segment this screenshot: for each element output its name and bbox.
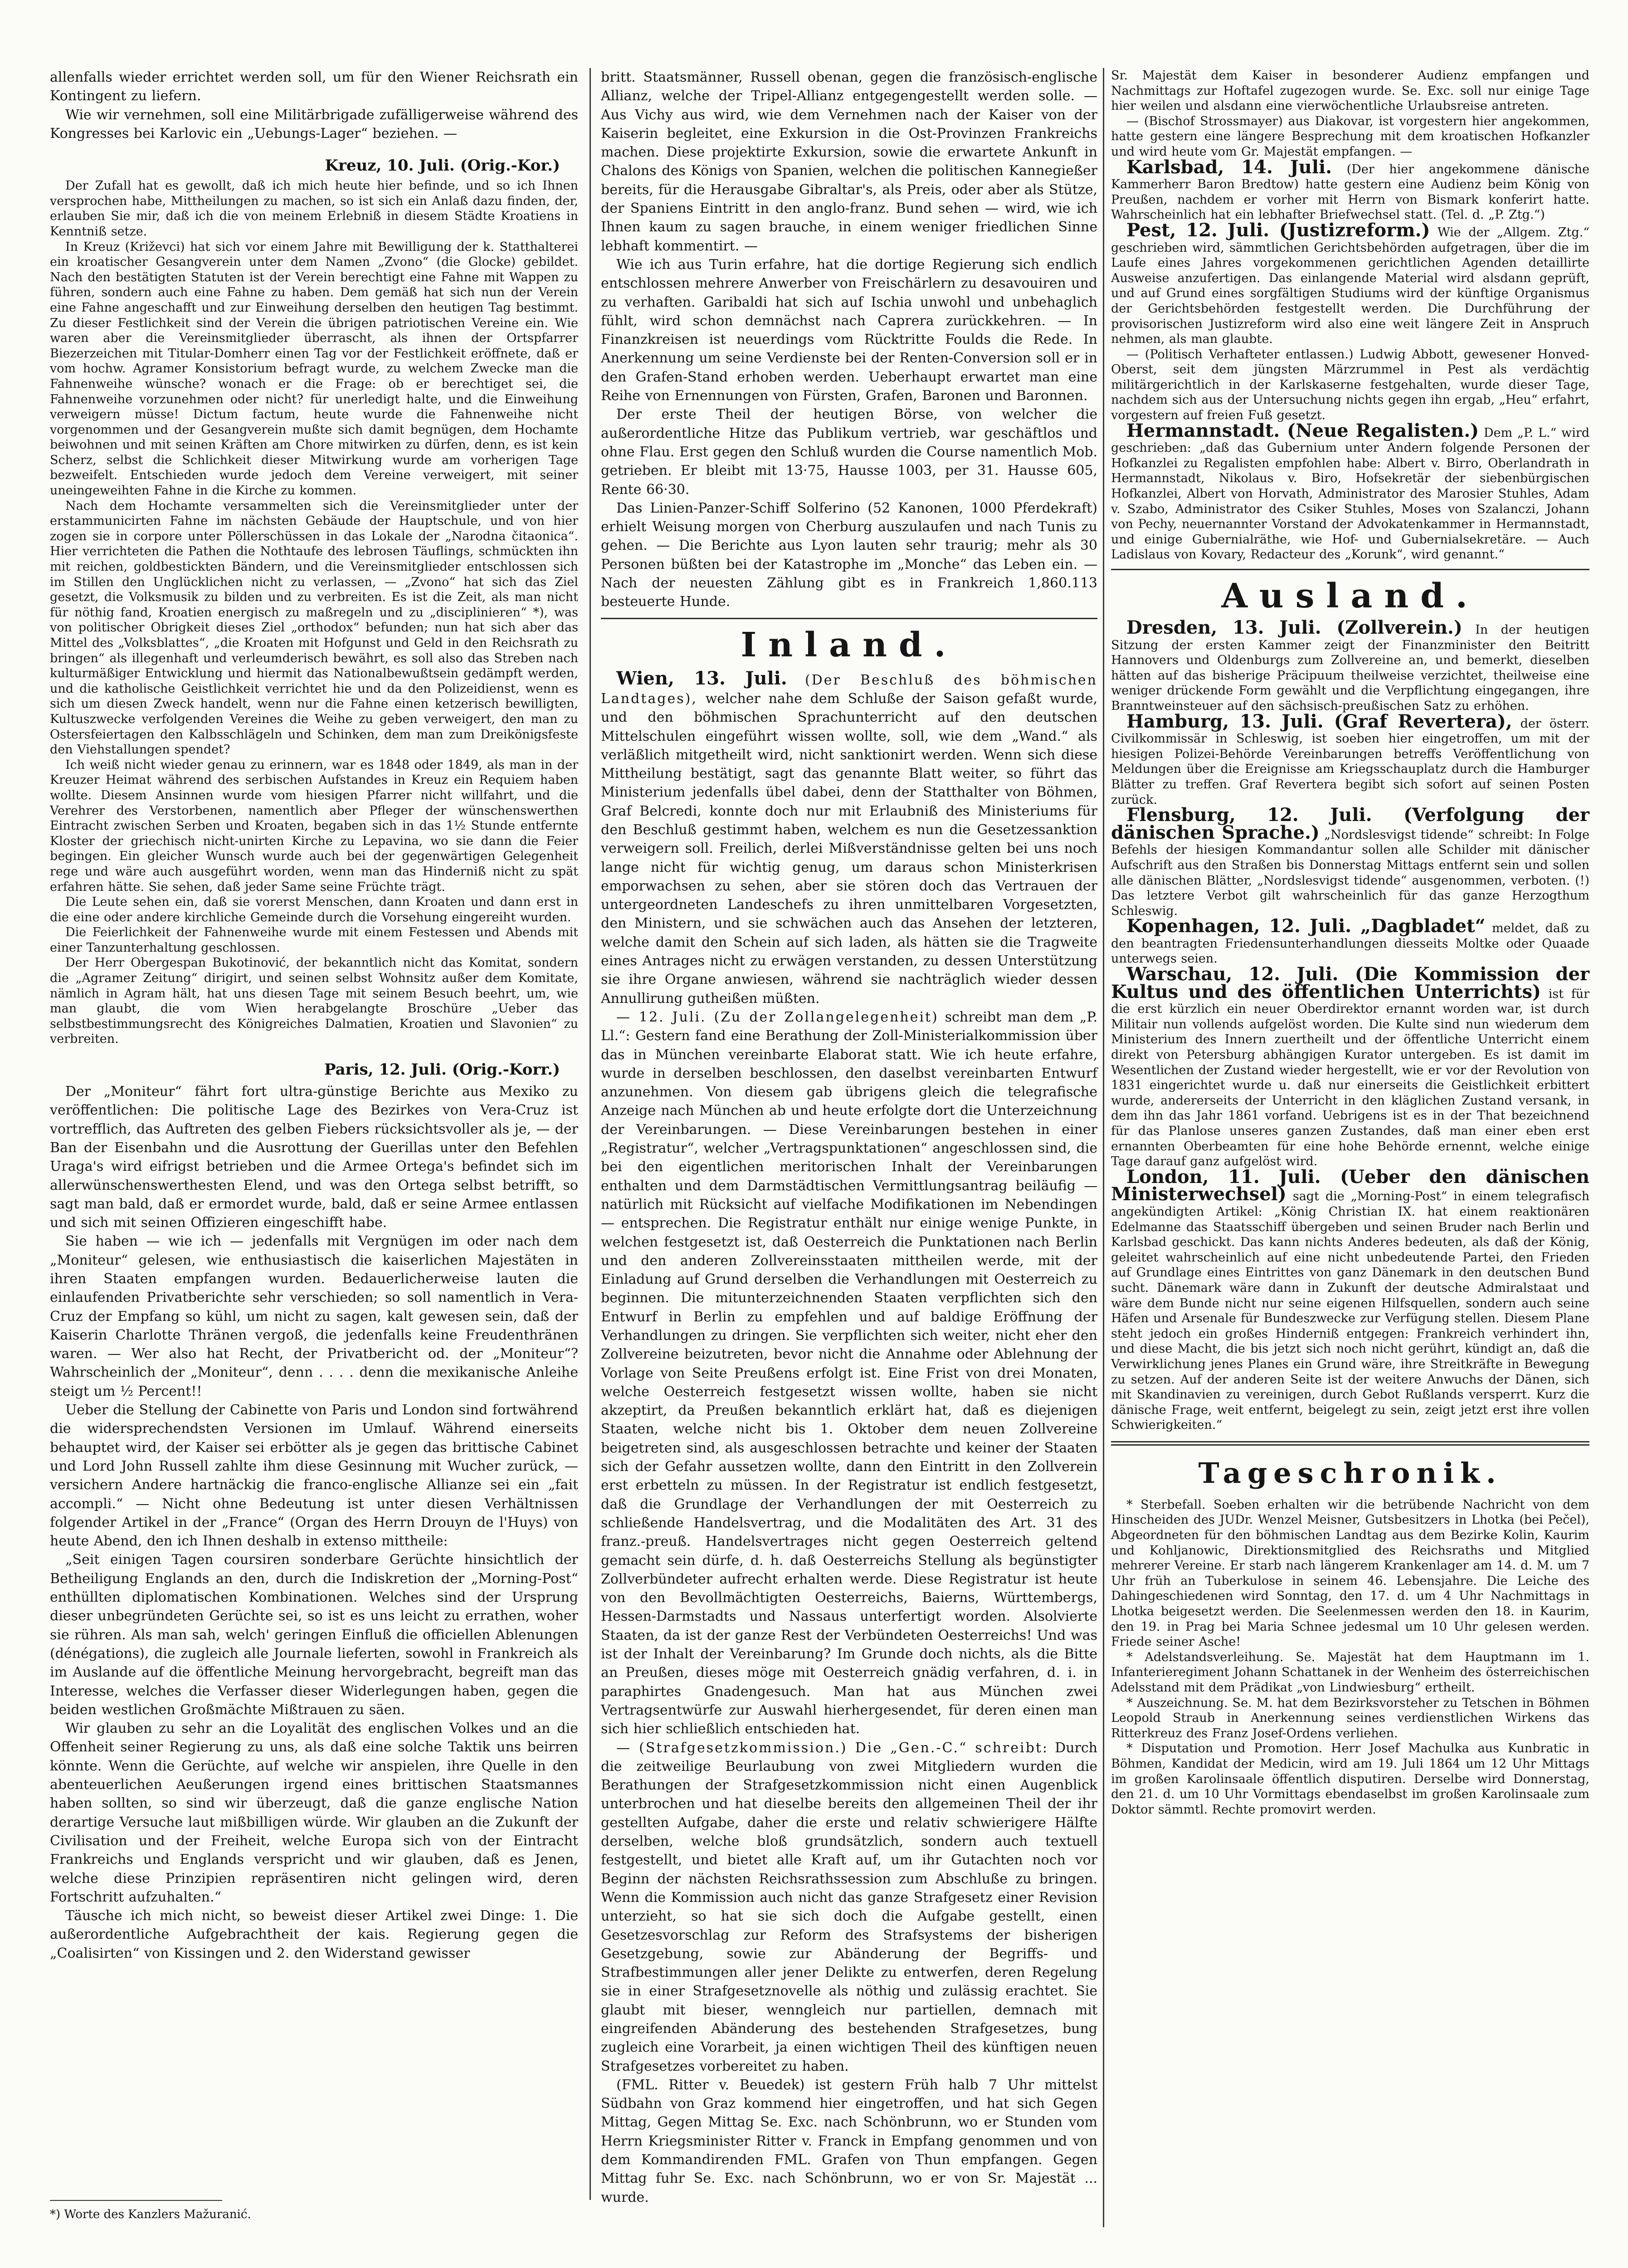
dateline-kreuz: Kreuz, 10. Juli. (Orig.-Kor.) — [325, 156, 560, 175]
article-paragraph: Wir glauben zu sehr an die Loyalität des englischen Volkes und an die Offenheit seiner Regierung zu uns, als daß eine solche Taktik uns beirren könnte. Wenn die Gerüchte, auf welche wir anspielen, ihre Quelle in den abenteuerlichen Aeußerungen irgend eines brittischen Staatsmannes haben sollten, so sind wir überzeugt, daß die ganze englische Nation derartige Versuche laut mißbilligen würde. Wir glauben an die Zukunft der Civilisation und der Freiheit, welche Europa sich von der Eintracht Frankreichs und Englands verspricht und wir glauben, daß es Jenen, welche diese Prinzipien repräsentiren nicht gelingen wird, deren Fortschritt aufzuhalten.“ — [50, 1721, 578, 1905]
article-paragraph: Sr. Majestät dem Kaiser in besonderer Audienz empfangen und Nachmittags zur Hoftafel zugezogen wurde. Se. Exc. soll nur einige Tage hier weilen und alsdann eine vierwöchentliche Urlaubsreise antreten. — [1111, 68, 1589, 113]
dateline-karlsbad: Karlsbad, 14. Juli. — [1126, 156, 1332, 178]
article-paragraph — [1111, 156, 1589, 223]
article-body: der österr. Civilkommissär in Schleswig, ist soeben hier eingetroffen, um mit der hiesigen Polizei-Behörde Vereinbarungen betreffs Veröffentlichung von Meldungen über die Ereignisse am Kriegsschauplatz durch die Hamburger Blätter zu treffen. Graf Revertera begibt sich sofort auf seinen Posten zurück. — [1111, 716, 1590, 807]
article-paragraph: allenfalls wieder errichtet werden soll, um für den Wiener Reichsrath ein Kontingent zu liefern. — [50, 69, 578, 104]
article-paragraph — [1111, 420, 1589, 562]
article-paragraph: * Disputation und Promotion. Herr Josef Machulka aus Kunbratic in Böhmen, Kandidat der Medicin, wird am 19. Juli 1864 um 12 Uhr Mittags im großen Karolinsaale öffentlich disputiren. Derselbe wird Donnerstag, den 21. d. um 10 Uhr Vormittags ebendaselbst im großen Karolinsaale zum Doktor sämmtl. Rechte promovirt werden. — [1111, 1741, 1589, 1817]
article-paragraph — [1111, 915, 1590, 967]
dateline-hamburg: Hamburg, 13. Juli. (Graf Revertera), — [1126, 710, 1512, 732]
article-paragraph — [1111, 963, 1589, 1169]
dateline-hermannstadt: Hermannstadt. (Neue Regalisten.) — [1126, 420, 1479, 441]
article-paragraph: — (Bischof Strossmayer) aus Diakovar, ist vorgestern hier angekommen, hatte gestern eine längere Besprechung mit dem kroatischen Hofkanzler und wird heute vom Gr. Majestät empfangen. — — [1111, 114, 1589, 159]
article-paragraph — [601, 1739, 1097, 2076]
column-left — [50, 68, 578, 2200]
article-paragraph — [1111, 804, 1589, 919]
section-rule — [601, 618, 1097, 619]
article-paragraph — [1111, 1166, 1589, 1433]
article-paragraph — [1111, 710, 1590, 808]
article-paragraph: Der Herr Obergespan Bukotinović, der bekanntlich nicht das Komitat, sondern die „Agramer Zeitung“ dirigirt, und seinen selbst Wohnsitz außer dem Komitate, nämlich in Agram hält, hat uns diesen Tage mit seinem Besuch beehrt, um, wie man glaubt, die vom Wien herabgelangte Broschüre „Ueber das selbstbestimmungsrecht des Königreiches Dalmatien, Kroatien und Slavonien“ zu verbreiten. — [50, 956, 578, 1046]
article-subject: (Der Beschluß des böhmischen Landtages), — [601, 672, 1097, 707]
article-body: In der heutigen Sitzung der ersten Kammer zeigt der Finanzminister den Beitritt Hannovers und Oldenburgs zum Zollvereine an, und bemerkt, dieselben hätten auf das bisherige Präcipuum theilweise verzichtet, theilweise eine weniger drückende Form gewählt und die Verpflichtung eingegangen, ihre Branntweinsteuer auf den sächsisch-preußischen Satz zu erhöhen. — [1111, 623, 1589, 713]
article-paragraph: Wie wir vernehmen, soll eine Militärbrigade zufälligerweise während des Kongresses bei Karlovic ein „Uebungs-Lager“ beziehen. — — [50, 107, 578, 142]
dateline-dresden: Dresden, 13. Juli. (Zollverein.) — [1126, 617, 1462, 638]
article-body: Dem „P. L.“ wird geschrieben: „daß das Gubernium unter Andern folgende Personen der Hofkanzlei zu Regalisten empfohlen habe: Albert v. Birro, Oberlandrath in Hermannstadt, Nikolaus v. Biro, Hofsekretär der siebenbürgischen Hofkanzlei, Albert von Horvath, Administrator des Marosier Stuhles, Adam v. Szabo, Administrator des Csiker Stuhles, Moses von Szalanczi, Johann von Pechy, neuernannter Vorstand der Advokatenkammer in Hermannstadt, und einige Gubernialräthe, wie Hof- und Gubernialsekretäre. — Auch Ladislaus von Kovary, Redacteur des „Korunk“, wird genannt.“ — [1111, 425, 1589, 562]
article-paragraph: Der „Moniteur“ fährt fort ultra-günstige Berichte aus Mexiko zu veröffentlichen: Die politische Lage des Bezirkes von Vera-Cruz ist vortrefflich, das Auftreten des gelben Fiebers rücksichtsvoller als je, — der Ban der Eisenbahn und die Ausrottung der Guerillas unter den Befehlen Uraga's wird eifrigst betrieben und die Armee Ortega's befindet sich im allerwünschenswerthesten Elend, und was den Ortega selbst betrifft, so sagt man bald, daß er ermordet wurde, bald, daß er seine Armee entlassen und sich mit seinen Offizieren eingeschifft habe. — [50, 1084, 578, 1231]
section-rule — [1111, 1441, 1589, 1446]
section-title-tageschronik: Tageschronik. — [1198, 1456, 1502, 1490]
article-paragraph: „Seit einigen Tagen coursiren sonderbare Gerüchte hinsichtlich der Betheiligung Englands an den, durch die Indiskretion der „Morning-Post“ enthüllten diplomatischen Kombinationen. Welches sind der Ursprung dieser unbegründeten Gerüchte sei, so ist es uns leicht zu errathen, woher sie rühren. Als man sah, welch' geringen Einfluß die officiellen Ablenungen (dénégations), die zugleich alle Journale lieferten, sowohl in Frankreich als im Auslande auf die öffentliche Meinung hervorgebracht, begreift man das Interesse, welches die Verfasser dieser Widerlegungen haben, gegen die beiden westlichen Großmächte Mißtrauen zu säen. — [50, 1552, 578, 1718]
article-subject: — 12. Juli. (Zu der Zollangelegenheit) — [616, 1009, 939, 1025]
article-body: Durch die zeitweilige Beurlaubung von zwei Mitgliedern wurden die Berathungen der Strafgesetzkommission nicht einen Augenblick unterbrochen und hat dieselbe bereits den allgemeinen Theil der ihr gestellten Aufgabe, daher die erste und relativ schwierigere Hälfte derselben, welche bloß grundsätzlich, sondern auch textuell festgestellt, und bietet alle Kraft auf, um ihr Gutachten noch vor Beginn der nächsten Reichsrathssession zum Abschluße zu bringen. Wenn die Kommission auch nicht das ganze Strafgesetz einer Revision unterzieht, so hat sie sich doch die Aufgabe gestellt, einen Gesetzesvorschlag zur Reform des Strafsystems der bisherigen Gesetzgebung, sowie zur Abänderung der Begriffs- und Strafbestimmungen aller jener Delikte zu entwerfen, deren Regelung sie in einer Strafgesetznovelle als nöthig und zulässig erachtet. Sie glaubt mit bieser, wenngleich nur partiellen, demnach mit eingreifenden Abänderung des bestehenden Strafgesetzes, bung zugleich eine Vorarbeit, ja einen wichtigen Theil des künftigen neuen Strafgesetzes vorbereitet zu haben. — [601, 1740, 1097, 2074]
article-paragraph: — (Politisch Verhafteter entlassen.) Ludwig Abbott, gewesener Honved-Oberst, seit dem jüngsten Märzrummel in Pest als verdächtig militärgerichtlich in der Karlskaserne festgehalten, wurde dieser Tage, nachdem sich aus der Untersuchung nichts gegen ihn ergab, „Heu“ erfahrt, vorgestern auf freien Fuß gesetzt. — [1111, 347, 1589, 423]
article-body: Wie der „Allgem. Ztg.“ geschrieben wird, sämmtlichen Gerichtsbehörden aufgetragen, über die im Laufe eines Jahres vorgekommenen gerichtlichen Agenden detaillirte Ausweise anzufertigen. Das einlangende Material wird alsdann geprüft, und auf Grund eines sorgfältigen Studiums wird der künftige Organismus der Gerichtsbehörden festgestellt werden. Die Durchführung der provisorischen Justizreform wird also eine weit längere Zeit in Anspruch nehmen, als man glaubte. — [1111, 225, 1589, 347]
column-rule — [1103, 68, 1104, 2227]
dateline-london: London, 11. Juli. (Ueber den dänischen Ministerwechsel) — [1111, 1166, 1589, 1205]
article-subject: — (Strafgesetzkommission.) Die „Gen.-C.“ schreibt: — [616, 1740, 1048, 1756]
dateline-warschau: Warschau, 12. Juli. (Die Kommission der Kultus und des öffentlichen Unterrichts) — [1111, 963, 1589, 1002]
article-paragraph: Nach dem Hochamte versammelten sich die Vereinsmitglieder unter der erstammunicirten Fahne im nächsten Gebäude der Hauptschule, und von hier zogen sie in corpore unter Pöllerschüssen in das Lokale der „Narodna čitaonica“. Hier verrichteten die Pathen die Nothtaufe des lebrosen Täuflings, schmückten ihn mit reichen, goldbestickten Bändern, und die Vereinsmitglieder entschlossen sich im Stillen den Unglücklichen nicht zu verlassen, — „Zvono“ hat sich das Ziel gesetzt, die Volksmusik zu bilden und zu verbreiten. Es ist die Zeit, als man nicht für nöthig fand, Kroatien energisch zu maßregeln und zu „disciplinieren“ *), was von politischer Obrigkeit dieses Ziel „orthodox“ befunden; nun hat sich aber das Mittel des „Volksblattes“, „die Kroaten mit Hofgunst und Geld in den Reichsrath zu bringen“ als illegenhaft und verleumderisch bewährt, es soll also das Streben nach kulturmäßiger Entwicklung und hiermit das Nationalbewußtsein gedämpft werden, und die katholische Geistlichkeit verrichtet hie und da den Polizeidienst, wenn es sich um diesen Zweck handelt, wenn nur die Fahne einen ketzerisch bewilligten, Kultuszwecke verfolgenden Vereines die Weihe zu geben verweigert, den man zu Ostersfeiertagen den Kalbsschlägeln und Schinken, dem man zum Dreikönigsfeste den Viehstallungen spendet? — [50, 499, 578, 757]
dateline-flensburg: Flensburg, 12. Juli. (Verfolgung der dänischen Sprache.) — [1111, 804, 1589, 843]
article-body: ist für die erst kürzlich ein neuer Oberdirektor ernannt worden war, ist durch Militair nun vollends aufgelöst worden. Die Kulte sind nun wiederum dem Ministerium des Innern zuertheilt und der öffentliche Unterricht einem direkt von Petersburg abhängigen Kurator untergeben. Es ist damit im Wesentlichen der Zustand wieder hergestellt, wie er vor der Revolution von 1831 eingerichtet wurde u. daß nur einerseits die Geistlichkeit erbittert wurde, andererseits der Unterricht in den kläglichen Zustand versank, in dem ihn das Jahr 1861 vorfand. Uebrigens ist es in der That bezeichnend für das Planlose unseres ganzen Zustandes, daß man einer eben erst ernannten Oberbeamten für eine hohe Behörde ernennt, welche einige Tage darauf ganz aufgelöst wird. — [1111, 987, 1589, 1169]
article-paragraph: * Auszeichnung. Se. M. hat dem Bezirksvorsteher zu Tetschen in Böhmen Leopold Straub in Anerkennung seines verdienstlichen Wirkens das Ritterkreuz des Franz Josef-Ordens verliehen. — [1111, 1696, 1589, 1740]
section-title-inland: Inland. — [741, 625, 958, 665]
footnote-rule — [50, 2200, 222, 2201]
footnote: *) Worte des Kanzlers Mažuranić. — [50, 2208, 251, 2221]
article-paragraph — [1111, 617, 1589, 714]
dateline-wien: Wien, 13. Juli. — [616, 667, 787, 689]
dateline-paris: Paris, 12. Juli. (Orig.-Korr.) — [324, 1061, 560, 1079]
article-body: meldet, daß zu den beantragten Friedensunterhandlungen diesseits Moltke oder Quaade unterwegs seien. — [1111, 921, 1590, 966]
dateline-kopenhagen: Kopenhagen, 12. Juli. „Dagbladet“ — [1126, 915, 1486, 937]
article-paragraph: Wie ich aus Turin erfahre, hat die dortige Regierung sich endlich entschlossen mehrere Anwerber von Freischärlern zu desavouiren und zu verhaften. Garibaldi hat sich auf Ischia unwohl und unbehaglich fühlt, wird schon demnächst nach Caprera zurückkehren. — In Finanzkreisen ist neuerdings vom Rücktritte Foulds die Rede. In Anerkennung um seine Verdienste bei der Renten-Conversion soll er in den Grafen-Stand erhoben werden. Ueberhaupt erwartet man eine Reihe von Ernennungen von Fürsten, Grafen, Baronen und Baronnen. — [601, 256, 1097, 404]
article-paragraph — [1111, 219, 1589, 347]
article-body: (Der hier angekommene dänische Kammerherr Baron Bredtow) hatte gestern eine Audienz beim König von Preußen, nachdem er vorher mit Herrn von Bismark konferirt hatte. Wahrscheinlich hat ein lebhafter Briefwechsel statt. (Tel. d. „P. Ztg.“) — [1111, 162, 1589, 222]
article-paragraph: Ueber die Stellung der Cabinette von Paris und London sind fortwährend die widersprechendsten Versionen im Umlauf. Während einerseits behauptet wird, der Kaiser sei erbötter als je gegen das brittische Cabinet und Lord John Russell zahlte ihm diese Gesinnung mit Wucher zurück, — versichern Andere hartnäckig die franco-englische Allianze sei ein „fait accompli.“ — Nicht ohne Bedeutung ist unter diesen Verhältnissen folgender Artikel in der „France“ (Organ des Herrn Drouyn de l'Huys) von heute Abend, den ich Ihnen deshalb in extenso mittheile: — [50, 1402, 578, 1549]
article-paragraph: Täusche ich mich nicht, so beweist dieser Artikel zwei Dinge: 1. Die außerordentliche Aufgebrachtheit der kais. Regierung gegen die „Coalisirten“ von Kissingen und 2. den Widerstand gewisser — [50, 1908, 578, 1961]
article-paragraph: britt. Staatsmänner, Russell obenan, gegen die französisch-englische Allianz, welche der Tripel-Allianz entgegengestellt werden solle. — Aus Vichy aus wird, wie dem Vernehmen nach der Kaiser von der Kaiserin begleitet, eine Exkursion in die Ost-Provinzen Frankreichs machen. Diese projektirte Exkursion, sowie die erwartete Ankunft in Chalons des Königs von Spanien, welchen die politischen Kannegießer bereits, für die Herausgabe Gibraltar's, als Preis, oder aber als Stütze, der Spaniens Eintritt in den anglo-franz. Bund sehen — wird, wie ich Ihnen kaum zu sagen brauche, in einem weniger friedlichen Sinne lebhaft kommentirt. — — [601, 69, 1097, 254]
section-rule — [1111, 569, 1589, 570]
article-paragraph: Der Zufall hat es gewollt, daß ich mich heute hier befinde, und so ich Ihnen versprochen habe, Mittheilungen zu machen, so ist sich ein Anlaß dazu finden, der, erlauben Sie mir, daß ich die von meinem Erlebniß in diesem Städte Kroatiens in Kenntniß setze. — [50, 179, 578, 239]
article-paragraph: Ich weiß nicht wieder genau zu erinnern, war es 1848 oder 1849, als man in der Kreuzer Heimat während des serbischen Aufstandes in Kreuz ein Requiem haben wollte. Diesem Ansinnen wurde vom hiesigen Pfarrer nicht willfahrt, und die Verehrer des Verstorbenen, namentlich aber Pfleger der wünschenswerthen Eintracht zwischen Serben und Kroaten, begaben sich in das 1½ Stunde entfernte Kloster der griechisch nicht-unirten Kirche zu Lepavina, wo sie dann die Feier begingen. Ein gleicher Wunsch wurde auch bei der gegenwärtigen Gelegenheit rege und wäre auch ausgeführt worden, wenn man das Hinderniß nicht zu spät erfahren hätte. Sie sehen, daß jeder Same seine Früchte trägt. — [50, 758, 578, 894]
section-title-ausland: Ausland. — [1221, 577, 1479, 616]
article-body: schreibt man dem „P. Ll.“: Gestern fand eine Berathung der Zoll-Ministerialkommission über das in München vereinbarte Elaborat statt. Wie ich heute erfahre, wurde in derselben beschlossen, den daselbst vereinbarten Entwurf anzunehmen. Von diesem gab übrigens gleich die telegrafische Anzeige nach München ab und heute erfolgte dort die Unterzeichnung der Vereinbarungen. — Diese Vereinbarungen bestehen in einer „Registratur“, welcher „Vertragspunktationen“ angeschlossen sind, die bei den eigentlichen meritorischen Inhalt der Vereinbarungen enthalten und dem Darmstädtischen Vermittlungsantrag beiläufig — natürlich mit Rücksicht auf vielfache Modifikationen im Nebendingen — entsprechen. Die Registratur enthält nur einige wenige Punkte, in welchen festgesetzt ist, daß Oesterreich die Punktationen nach Berlin und den anderen Zollvereinsstaaten mittheilen werde, mit der Einladung auf Grund derselben die Verhandlungen mit Oesterreich zu beginnen. Die mitunterzeichnenden Staaten verpflichten sich den Entwurf in Berlin zu empfehlen und auf baldige Eröffnung der Verhandlungen zu dringen. Sie verpflichten sich weiter, nicht eher den Zollvereine beizutreten, bevor nicht die Annahme oder Ablehnung der Vorlage von Seite Preußens erfolgt ist. Eine Frist von drei Monaten, welche Oesterreich festgesetzt wissen wollte, haben sie nicht akzeptirt, da Preußen bekanntlich erklärt hat, daß es diejenigen Staaten, welche nicht bis 1. Oktober dem neuen Zollvereine beigetreten sind, als ausgeschlossen betrachte und keiner der Staaten sich der Gefahr aussetzen wollte, dann den Eintritt in den Zollverein erst erbetteln zu müssen. In der Registratur ist endlich festgesetzt, daß die Grundlage der Verhandlungen der mit Oesterreich zu schließende Handelsvertrag, und die Modalitäten des Art. 31 des franz.-preuß. Handelsvertrages nicht gegen Oesterreich geltend gemacht sein dürfe, d. h. daß Oesterreichs Stellung als begünstigter Zollverbündeter aufrecht erhalten werde. Diese Registratur ist heute von den Bevollmächtigten Oesterreichs, Baierns, Württembergs, Hessen-Darmstadts und Nassaus unterfertigt worden. Alsolvierte Staaten, da ist der ganze Rest der Verbündeten Oesterreichs! Und was ist der Inhalt der Vereinbarung? Im Grunde doch nichts, als die Bitte an Preußen, dieses möge mit Oesterreich gnädig verfahren, d. i. in paraphirtes Gnadengesuch. Man hat aus München zwei Vertragsentwürfe zur Auswahl hierhergesendet, für deren einen man sich hier schließlich entschieden hat. — [601, 1009, 1097, 1737]
dateline-pest: Pest, 12. Juli. (Justizreform.) — [1126, 219, 1430, 241]
article-paragraph: Sie haben — wie ich — jedenfalls mit Vergnügen im oder nach dem „Moniteur“ gelesen, wie enthusiastisch die kaiserlichen Majestäten in ihren Staaten empfangen wurden. Bedauerlicherweise lauten die einlaufenden Privatberichte sehr verschieden; so soll namentlich in Vera-Cruz der Empfang so kühl, um nicht zu sagen, kalt gewesen sein, daß der Kaiserin Charlotte Thränen vergoß, die jedenfalls keine Freudenthränen waren. — Wer also hat Recht, der Privatbericht od. der „Moniteur“? Wahrscheinlich der „Moniteur“, denn . . . . denn die mexikanische Anleihe steigt um ½ Percent!! — [50, 1233, 578, 1399]
article-paragraph: In Kreuz (Križevci) hat sich vor einem Jahre mit Bewilligung der k. Statthalterei ein kroatischer Gesangverein unter dem Namen „Zvono“ (die Glocke) gebildet. Nach den bestätigten Statuten ist der Verein berechtigt eine Fahne mit Wappen zu führen, sondern auch eine Fahne zu haben. Dem gemäß hat sich nun der Verein eine Fahne angeschafft und zur Einweihung derselben den heutigen Tag bestimmt. Zu dieser Festlichkeit sind der Verein die übrigen patriotischen Vereine ein. Wie waren aber die Vereinsmitglieder überrascht, als ihnen der Ortspfarrer Biezerzeichen mit Titular-Domherr einen Tag vor der Festlichkeit eröffnete, daß er vom hochw. Agramer Konsistorium befragt wurde, zu welchem Zwecke man die Fahnenweihe wünsche? wonach er die Frage: ob er berechtiget sei, die Fahnenweihe vorzunehmen oder nicht? für unerledigt halte, und die Einweihung verweigern müsse! Dictum factum, heute wurde die Fahnenweihe nicht vorgenommen und der Gesangverein mußte sich damit begnügen, dem Hochamte beiwohnen und mit seinen Kräften am Chore mitwirken zu dürfen, denn, es ist kein Scherz, selbst die Schlichkeit dieser Mitwirkung wurde am vorherigen Tage bezweifelt. Entschieden wurde jedoch dem Vereine verweigert, mit seiner uneingeweihten Fahne in die Kirche zu kommen. — [50, 240, 578, 498]
article-paragraph: Die Feierlichkeit der Fahnenweihe wurde mit einem Festessen und Abends mit einer Tanzunterhaltung geschlossen. — [50, 925, 578, 955]
article-paragraph: * Adelstandsverleihung. Se. Majestät hat dem Hauptmann im 1. Infanterieregiment Johann Schattanek in der Wenheim des österreichischen Adelsstand mit dem Prädikat „von Lindwiesburg“ ertheilt. — [1111, 1650, 1589, 1695]
article-body: sagt die „Morning-Post“ in einem telegrafisch angekündigten Artikel: „König Christian IX. hat einem reaktionären Edelmanne das Staatsschiff übergeben und seinen Bruder nach Berlin und Karlsbad geschickt. Das kann nichts Anderes bedeuten, als daß der König, geleitet wahrscheinlich auf eine nicht unbedeutende Partei, den Frieden auf Grundlage eines Eintrittes von ganz Dänemark in den deutschen Bund sucht. Dänemark wäre dann in Zukunft der deutsche Admiralstaat und wäre dem Bunde nicht nur seine eigenen Hilfsquellen, sondern auch seine Häfen und Arsenale für Bundeszwecke zur Verfügung stellen. Diesem Plane steht jedoch ein großes Hinderniß entgegen: Frankreich verhindert ihn, und diese Macht, die bis jetzt sich noch nicht gerührt, kündigt an, daß die Verwirklichung jenes Planes ein Grund wäre, ihre Streitkräfte in Bewegung zu setzen. Auf der anderen Seite ist der weitere Anwuchs der Dänen, sich mit Skandinavien zu vereinigen, durch Gebot Rußlands versperrt. Kurz die dänische Frage, weit entfernt, beigelegt zu sein, zeigt jetzt erst ihre vollen Schwierigkeiten.“ — [1111, 1189, 1589, 1432]
article-paragraph: * Sterbefall. Soeben erhalten wir die betrübende Nachricht von dem Hinscheiden des JUDr. Wenzel Meisner, Gutsbesitzers in Lhotka (bei Pečel), Abgeordneten für den böhmischen Landtag aus dem Bezirke Kolin, Kaurim und Kohljanowic, Direktionsmitglied des Reichsraths und Mitglied mehrerer Vereine. Er starb nach längerem Krankenlager am 14. d. M. um 7 Uhr früh an Tuberkulose in seinem 46. Lebensjahre. Die Leiche des Dahingeschiedenen wird Sonntag, den 17. d. um 4 Uhr Nachmittags in Lhotka beigesetzt werden. Die Seelenmessen werden den 18. in Kaurim, den 19. in Prag bei Maria Schnee jedesmal um 10 Uhr gelesen werden. Friede seiner Asche! — [1111, 1497, 1589, 1649]
article-paragraph — [601, 669, 1097, 1008]
column-rule — [590, 68, 591, 2200]
article-paragraph: Das Linien-Panzer-Schiff Solferino (52 Kanonen, 1000 Pferdekraft) erhielt Weisung morgen von Cherburg auszulaufen und nach Tunis zu gehen. — Die Berichte aus Lyon lauten sehr traurig; mehr als 30 Personen büßten bei der Katastrophe im „Monche“ das Leben ein. — Nach der neuesten Zählung gibt es in Frankreich 1,860.113 besteuerte Hunde. — [601, 500, 1097, 610]
article-paragraph: Der erste Theil der heutigen Börse, von welcher die außerordentliche Hitze das Publikum vertrieb, war geschäftlos und ohne Flau. Erst gegen den Schluß wurden die Course namentlich Mob. getrieben. Er bleibt mit 13·75, Hausse 1003, per 31. Hausse 605, Rente 66·30. — [601, 406, 1097, 498]
article-body: welcher nahe dem Schluße der Saison gefaßt wurde, und den böhmischen Sprachunterricht auf den deutschen Mittelschulen eingeführt wissen wollte, soll, wie dem „Wand.“ als verläßlich mitgetheilt wird, nicht sanktionirt werden. Wenn sich diese Mittheilung bestätigt, sagt das genannte Blatt weiter, so führt das Ministerium jedenfalls übel dabei, denn der Statthalter von Böhmen, Graf Belcredi, konnte doch nur mit Erlaubniß des Ministeriums für den Beschluß gestimmt haben, welchem es nun die Gesetzessanktion verweigern soll. Freilich, derlei Mißverständnisse gelten bei uns noch lange nicht für wichtig genug, um daraus schon Ministerkrisen emporwachsen zu sehen, aber sie stören doch das Vertrauen der untergeordneten Landeschefs zu ihren unmittelbaren Vorgesetzten, den Ministern, und sie schwächen auch das Ansehen der letzteren, welche damit den Schein auf sich laden, als hätten sie die Tragweite eines Antrages nicht zu erwägen verstanden, zu dessen Unterstützung sie ihre Organe anwiesen, während sie nachträglich wieder dessen Annullirung gutheißen müßten. — [601, 690, 1097, 1007]
column-right — [1111, 68, 1589, 2227]
article-body: „Nordslesvigst tidende“ schreibt: In Folge Befehls der hiesigen Kommandantur sollen alle Schilder mit dänischer Aufschrift aus den Straßen bis Donnerstag Mittags entfernt sein und sollen alle dänischen Blätter, „Nordslesvigst tidende“ ausgenommen, verboten. (!) Das letztere Verbot gilt wahrscheinlich für das ganze Herzogthum Schleswig. — [1111, 827, 1589, 918]
article-paragraph: Die Leute sehen ein, daß sie vorerst Menschen, dann Kroaten und dann erst in die eine oder andere kirchliche Gemeinde durch die Vorsehung eingereiht wurden. — [50, 895, 578, 924]
column-middle — [601, 68, 1097, 2205]
article-paragraph: (FML. Ritter v. Beuedek) ist gestern Früh halb 7 Uhr mittelst Südbahn von Graz kommend hier eingetroffen, und hat sich Gegen Mittag, Gegen Mittag Se. Exc. nach Schönbrunn, wo er Stunden vom Herrn Kriegsminister Ritter v. Franck in Empfang genommen und von dem Kommandirenden FML. Grafen von Thun empfangen. Gegen Mittag fuhr Se. Exc. nach Schönbrunn, wo er von Sr. Majestät ... wurde. — [601, 2077, 1097, 2205]
article-paragraph — [601, 1008, 1097, 1739]
